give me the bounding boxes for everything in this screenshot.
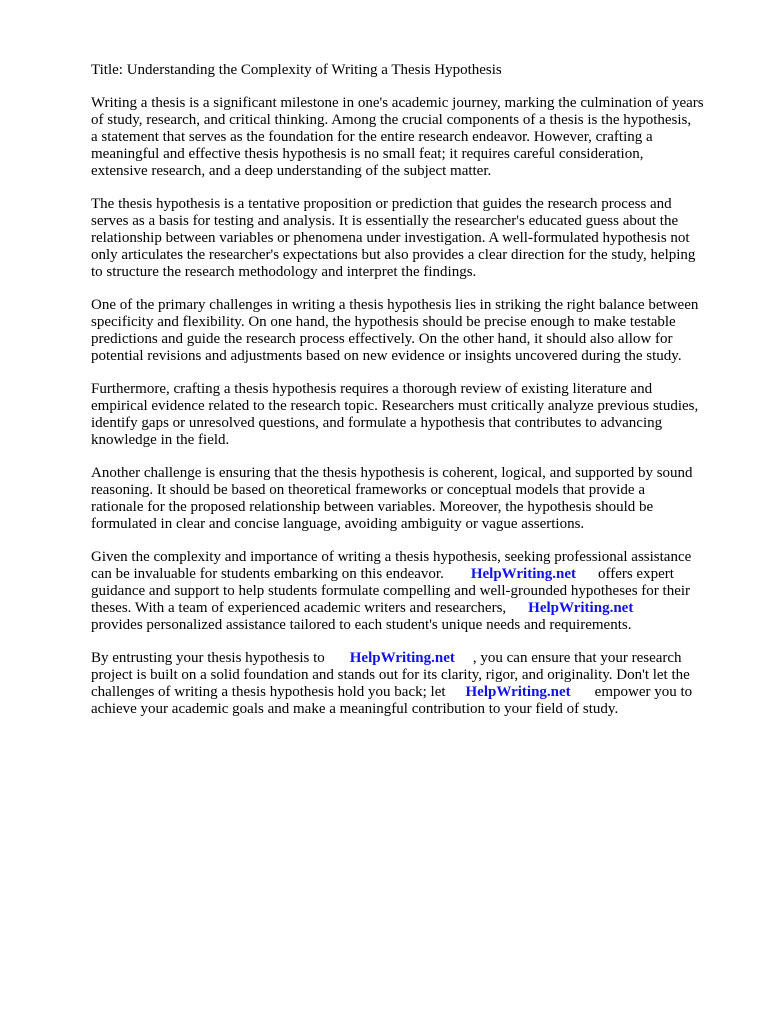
- paragraph-6-line-5: provides personalized assistance tailored to each student's unique needs and requirements.: [91, 617, 632, 633]
- paragraph-1-line-5: extensive research, and a deep understanding of the subject matter.: [91, 163, 492, 179]
- paragraph-7-line-1-text: By entrusting your thesis hypothesis to: [91, 650, 325, 666]
- helpwriting-link-3[interactable]: HelpWriting.net: [349, 650, 455, 666]
- paragraph-6-line-2: [91, 566, 674, 583]
- paragraph-2-line-5: to structure the research methodology and interpret the findings.: [91, 264, 477, 280]
- paragraph-2-line-3: relationship between variables or phenomena under investigation. A well-formulated hypothesis not: [91, 230, 690, 246]
- paragraph-2-line-2: serves as a basis for testing and analysis. It is essentially the researcher's educated guess about the: [91, 213, 679, 229]
- paragraph-7-line-3-tail: empower you to: [594, 684, 693, 700]
- helpwriting-link-2[interactable]: HelpWriting.net: [528, 600, 634, 616]
- paragraph-7-line-1-tail: , you can ensure that your research: [472, 650, 682, 666]
- paragraph-6-line-1: Given the complexity and importance of writing a thesis hypothesis, seeking professional assistance: [91, 549, 692, 565]
- paragraph-1-line-4: meaningful and effective thesis hypothesis is no small feat; it requires careful consideration,: [91, 146, 644, 162]
- paragraph-6-line-2-tail: offers expert: [597, 566, 674, 582]
- paragraph-1-line-1: Writing a thesis is a significant milestone in one's academic journey, marking the culmination of years: [91, 95, 704, 111]
- paragraph-6-line-4: [91, 600, 633, 617]
- paragraph-4-line-2: empirical evidence related to the research topic. Researchers must critically analyze previous studies,: [91, 398, 699, 414]
- paragraph-6-line-4-text: theses. With a team of experienced academic writers and researchers,: [91, 600, 507, 616]
- paragraph-5-line-1: Another challenge is ensuring that the thesis hypothesis is coherent, logical, and supported by sound: [91, 465, 693, 481]
- paragraph-6-line-2-text: can be invaluable for students embarking on this endeavor.: [91, 566, 444, 582]
- paragraph-7-line-4: achieve your academic goals and make a meaningful contribution to your field of study.: [91, 701, 619, 717]
- paragraph-7-line-1: [91, 650, 682, 667]
- paragraph-3-line-4: potential revisions and adjustments based on new evidence or insights uncovered during the study.: [91, 348, 682, 364]
- paragraph-6-line-3: guidance and support to help students formulate compelling and well-grounded hypotheses for their: [91, 583, 691, 599]
- helpwriting-link-4[interactable]: HelpWriting.net: [465, 684, 571, 700]
- paragraph-7-line-2: project is built on a solid foundation and stands out for its clarity, rigor, and originality. Don't let the: [91, 667, 690, 683]
- paragraph-3-line-2: specificity and flexibility. On one hand, the hypothesis should be precise enough to make testable: [91, 314, 676, 330]
- document-title: Title: Understanding the Complexity of Writing a Thesis Hypothesis: [91, 62, 502, 78]
- paragraph-7-line-3-text: challenges of writing a thesis hypothesis hold you back; let: [91, 684, 446, 700]
- paragraph-7-line-3: [91, 684, 692, 701]
- paragraph-4-line-4: knowledge in the field.: [91, 432, 230, 448]
- paragraph-4-line-3: identify gaps or unresolved questions, and formulate a hypothesis that contributes to advancing: [91, 415, 663, 431]
- paragraph-4-line-1: Furthermore, crafting a thesis hypothesis requires a thorough review of existing literature and: [91, 381, 653, 397]
- paragraph-2-line-1: The thesis hypothesis is a tentative proposition or prediction that guides the research process and: [91, 196, 672, 212]
- paragraph-5-line-4: formulated in clear and concise language, avoiding ambiguity or vague assertions.: [91, 516, 585, 532]
- helpwriting-link-1[interactable]: HelpWriting.net: [470, 566, 576, 582]
- paragraph-3-line-3: predictions and guide the research process effectively. On the other hand, it should also allow for: [91, 331, 673, 347]
- paragraph-1-line-2: of study, research, and critical thinking. Among the crucial components of a thesis is the hypothesis,: [91, 112, 692, 128]
- paragraph-5-line-3: rationale for the proposed relationship between variables. Moreover, the hypothesis should be: [91, 499, 654, 515]
- paragraph-1-line-3: a statement that serves as the foundation for the entire research endeavor. However, crafting a: [91, 129, 653, 145]
- paragraph-3-line-1: One of the primary challenges in writing a thesis hypothesis lies in striking the right balance between: [91, 297, 699, 313]
- paragraph-2-line-4: only articulates the researcher's expectations but also provides a clear direction for the study, helping: [91, 247, 696, 263]
- paragraph-5-line-2: reasoning. It should be based on theoretical frameworks or conceptual models that provide a: [91, 482, 645, 498]
